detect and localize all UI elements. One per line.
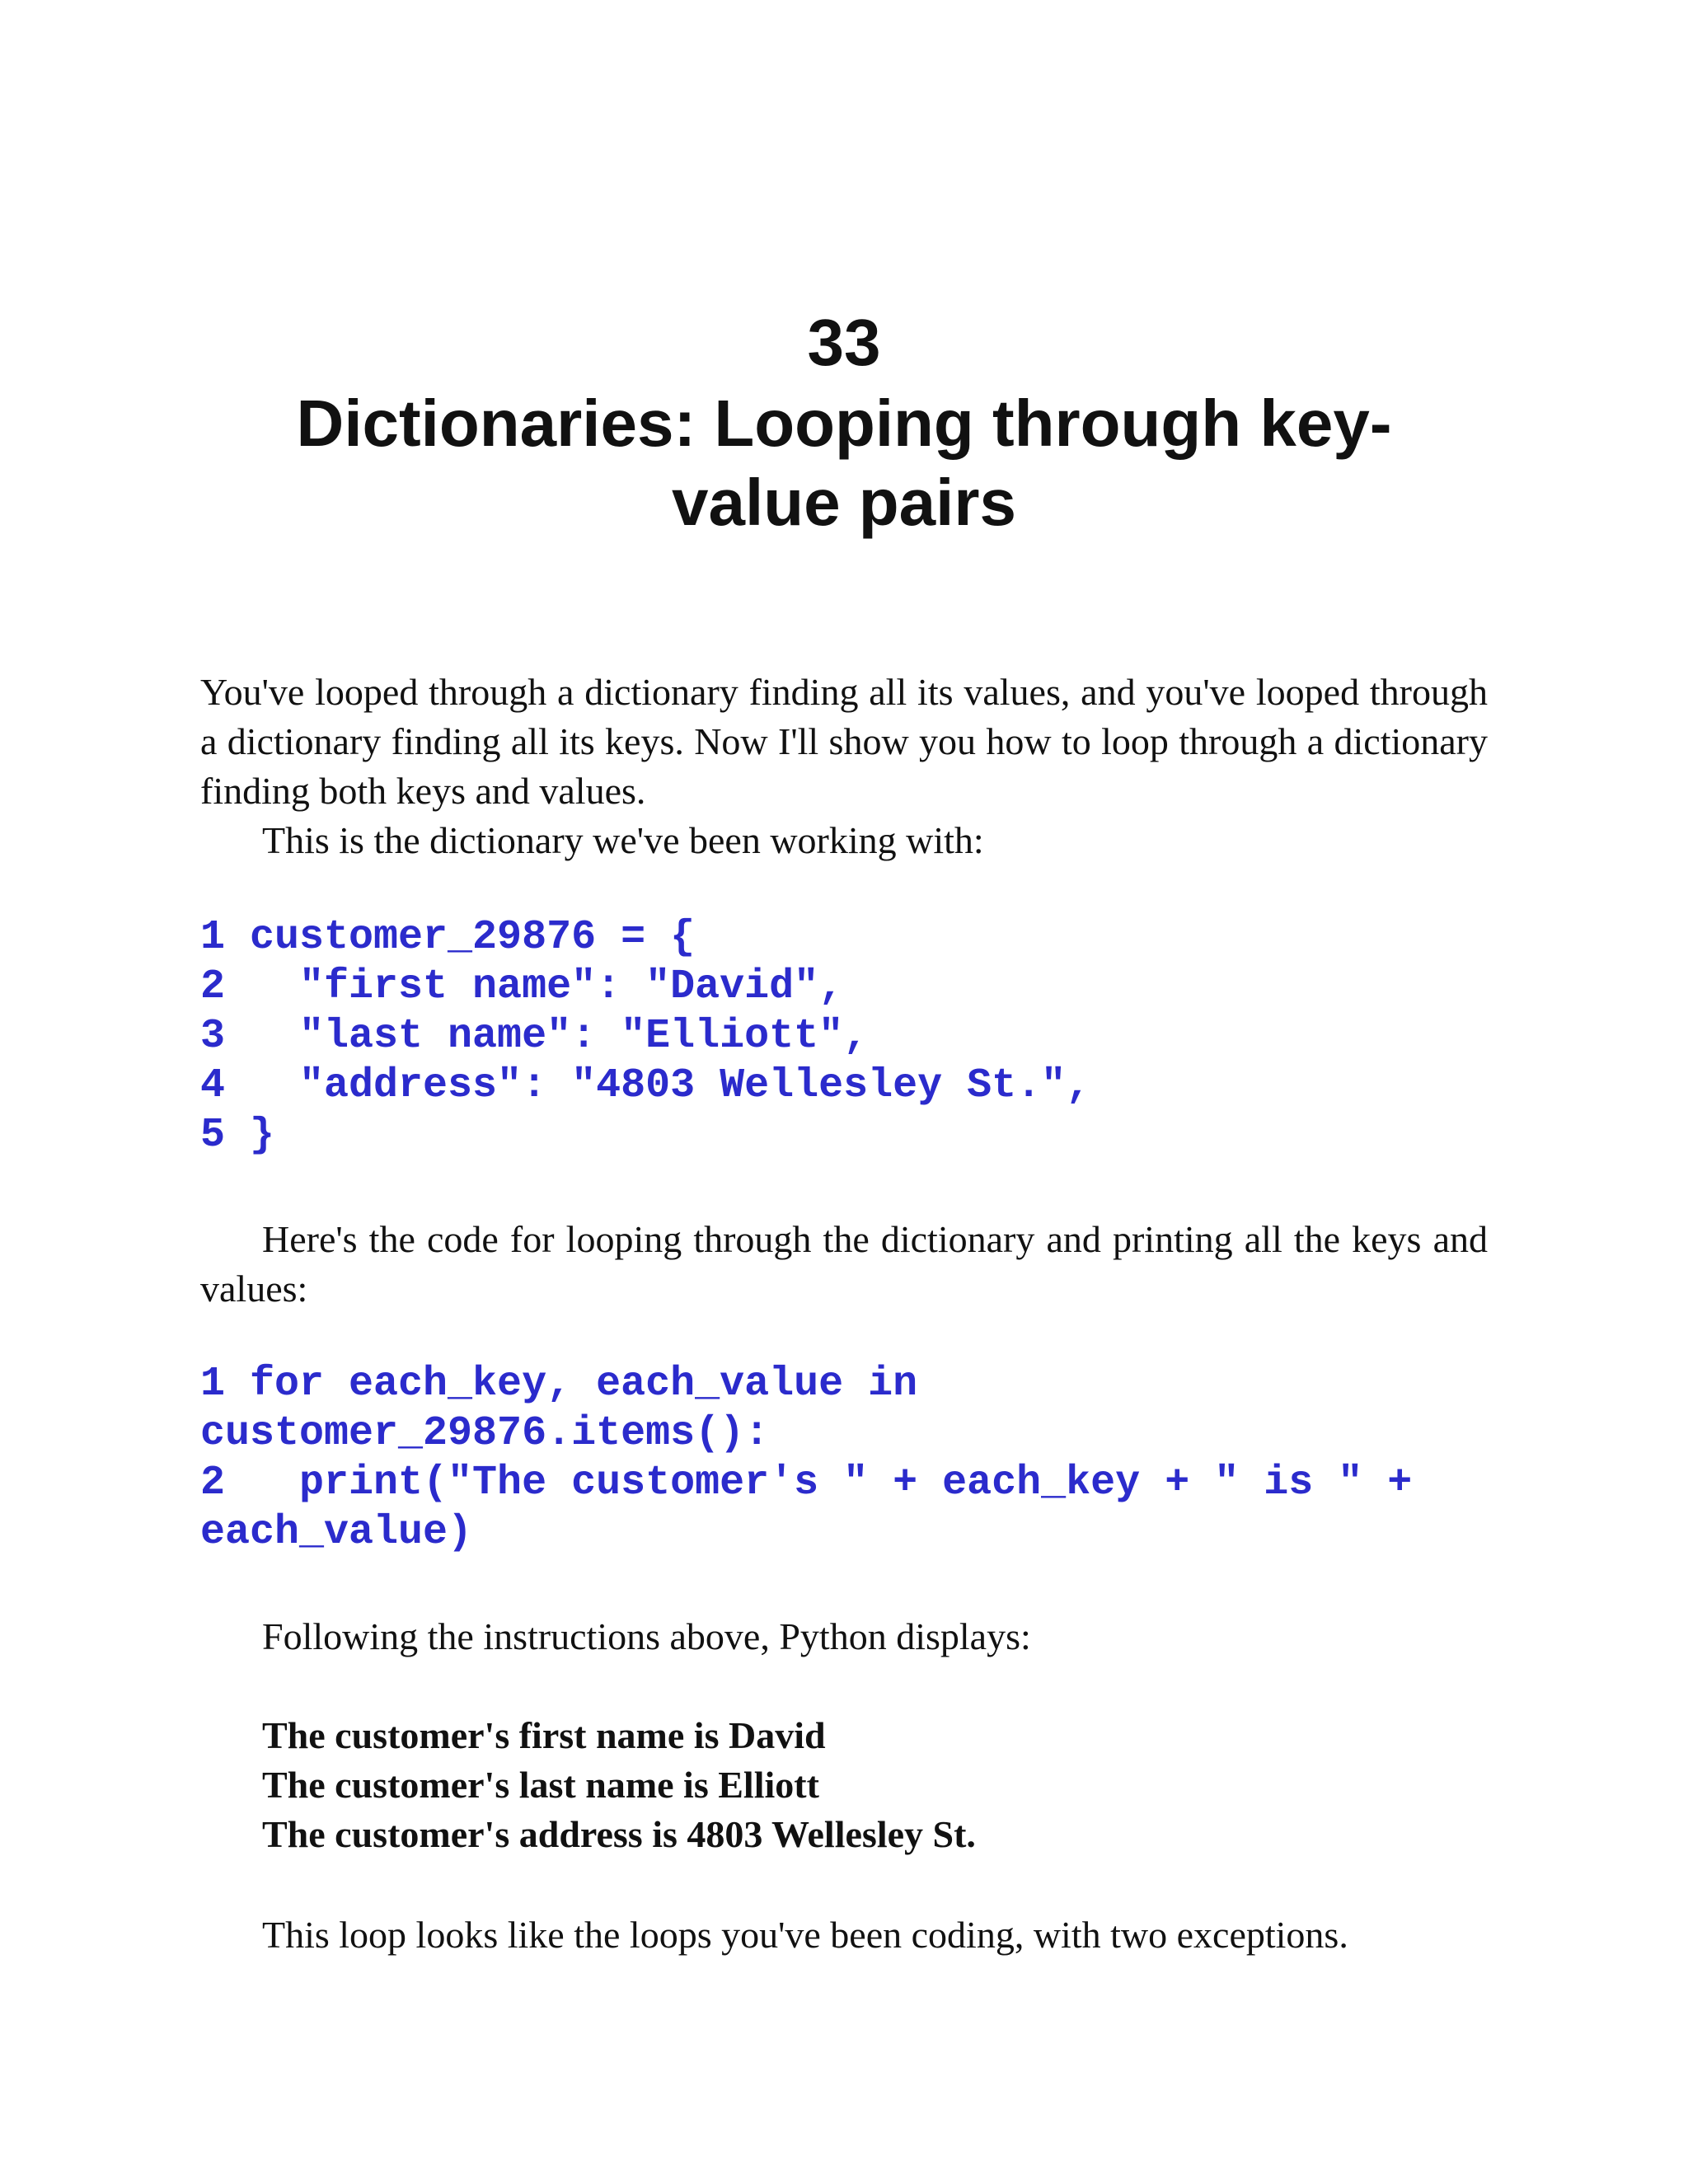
chapter-number: 33 <box>807 306 881 379</box>
output-line: The customer's last name is Elliott <box>262 1764 819 1806</box>
loop-code-block <box>200 1360 1519 1558</box>
code-line: 5 } <box>200 1112 275 1159</box>
code-line: 1 customer_29876 = { <box>200 914 696 961</box>
program-output <box>262 1711 1498 1859</box>
intro-paragraph: You've looped through a dictionary finding all its values, and you've looped through a dictionary finding all its keys. Now I'll show you how to loop through a dictionary finding both keys and values. <box>200 671 1488 812</box>
dictionary-code-block <box>200 913 1519 1160</box>
code-line: 4 "address": "4803 Wellesley St.", <box>200 1062 1091 1109</box>
chapter-title: Dictionaries: Looping through key-value pairs <box>296 387 1392 539</box>
code-line: customer_29876.items(): <box>200 1410 770 1457</box>
output-line: The customer's first name is David <box>262 1714 826 1756</box>
code-line: 2 "first name": "David", <box>200 963 844 1010</box>
dict-intro-paragraph: This is the dictionary we've been working with: <box>262 819 984 861</box>
code-line: 3 "last name": "Elliott", <box>200 1013 869 1060</box>
code-line: 1 for each_key, each_value in <box>200 1361 918 1408</box>
closing-paragraph: This loop looks like the loops you've been coding, with two exceptions. <box>262 1914 1348 1956</box>
code-line: each_value) <box>200 1509 473 1556</box>
output-line: The customer's address is 4803 Wellesley St. <box>262 1813 976 1855</box>
code-line: 2 print("The customer's " + each_key + " is " + <box>200 1460 1413 1507</box>
loop-intro-paragraph: Here's the code for looping through the dictionary and printing all the keys and values: <box>200 1218 1488 1310</box>
display-intro-paragraph: Following the instructions above, Python displays: <box>262 1615 1031 1657</box>
